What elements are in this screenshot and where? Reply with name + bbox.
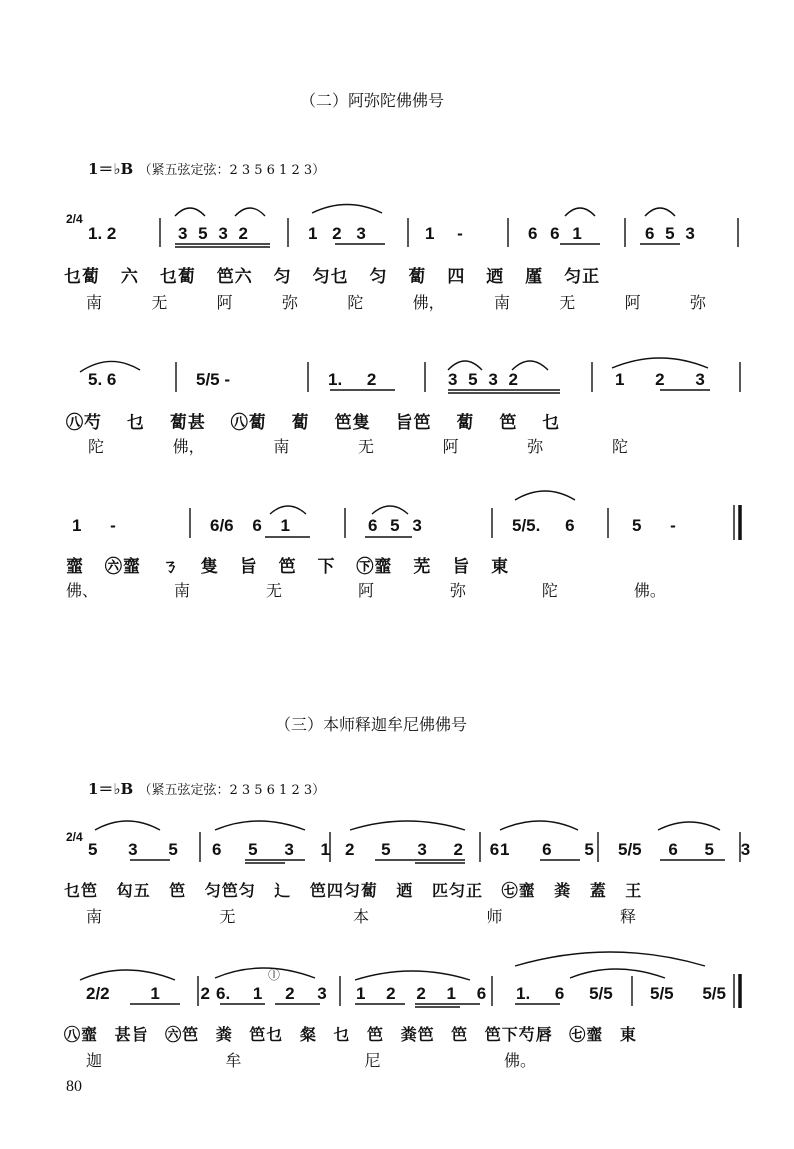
measure: 6/6 6 1 [210,516,290,535]
measure: 6 5 3 [368,516,422,535]
section-title: （三）本师释迦牟尼佛佛号 [275,715,468,734]
measure: 5/5. 6 [512,516,575,535]
page-number: 80 [66,1078,82,1095]
measure: 1 - [425,224,463,243]
measure: 5/5 6 5 3 [618,840,751,859]
measure: 1 2 3 [308,224,366,243]
tablature-line: 乜蔔 六 乜蔔 笆六 匀 匀乜 匀 蔔 四 迺 厪 匀正 [64,267,601,287]
measure: 3 5 3 2 [448,370,518,389]
measure: 5 3 5 [88,840,178,859]
measure: 1 2 2 1 6 [356,984,487,1003]
measure: 1. 2 [88,224,117,243]
measure: 6 5 3 [645,224,695,243]
measure: 5. 6 [88,370,117,389]
measure: 1 2 3 [615,370,705,389]
measure: 1. 6 5/5 [516,984,613,1003]
measure: 1 6 5 [500,840,594,859]
measure: 2/2 1 2 [86,984,210,1003]
lyrics-line: 迦 牟 尼 佛。 [86,1051,536,1070]
measure: 1 - [72,516,116,535]
measure: 6. 1 2 3 [216,984,327,1003]
measure: 5/5 5/5 [650,984,726,1003]
lyrics-line: 南 无 本 师 释 [86,907,636,926]
measure: 6 5 3 1 [212,840,330,859]
section-title: （二）阿弥陀佛佛号 [300,91,445,110]
measure: 1. 2 [328,370,377,389]
time-signature: 2/4 [66,830,83,844]
key-signature: 1＝♭B （紧五弦定弦：2 3 5 6 1 2 3） [88,780,326,798]
measure: 5/5 - [196,370,231,389]
tuning-note: （紧五弦定弦：2 3 5 6 1 2 3） [138,163,326,178]
measure: 2 5 3 2 6 [345,840,500,859]
lyrics-line: 佛、 南 无 阿 弥 陀 佛。 [66,581,666,600]
measure: 6 6 1 [528,224,582,243]
lyrics-line: 陀 佛， 南 无 阿 弥 陀 [88,437,628,456]
tablature-line: ㊇韲 甚旨 ㊅笆 粪 笆乜 粲 乜 笆 粪笆 笆 笆下芍唇 ㊆韲 東 [64,1025,637,1044]
key-signature: 1＝♭B （紧五弦定弦：2 3 5 6 1 2 3） [88,160,326,178]
fingering-mark: ⓛ [268,968,281,982]
tablature-line: ㊇芍 乜 蔔甚 ㊇蔔 蔔 笆隻 旨笆 蔔 笆 乜 [66,413,561,433]
tablature-line: 韲 ㊅韲 ㄋ 隻 旨 笆 下 ㊦韲 芜 旨 東 [66,557,510,577]
lyrics-line: 南 无 阿 弥 陀 佛， 南 无 阿 弥 [86,293,706,312]
time-signature: 2/4 [66,212,83,226]
tuning-note: （紧五弦定弦：2 3 5 6 1 2 3） [138,783,326,798]
measure: 3 5 3 2 [178,224,248,243]
measure: 5 - [632,516,676,535]
tablature-line: 乜笆 匃五 笆 匀笆匀 辶 笆四匀蔔 迺 匹匀正 ㊆韲 粪 蓋 王 [64,881,643,900]
